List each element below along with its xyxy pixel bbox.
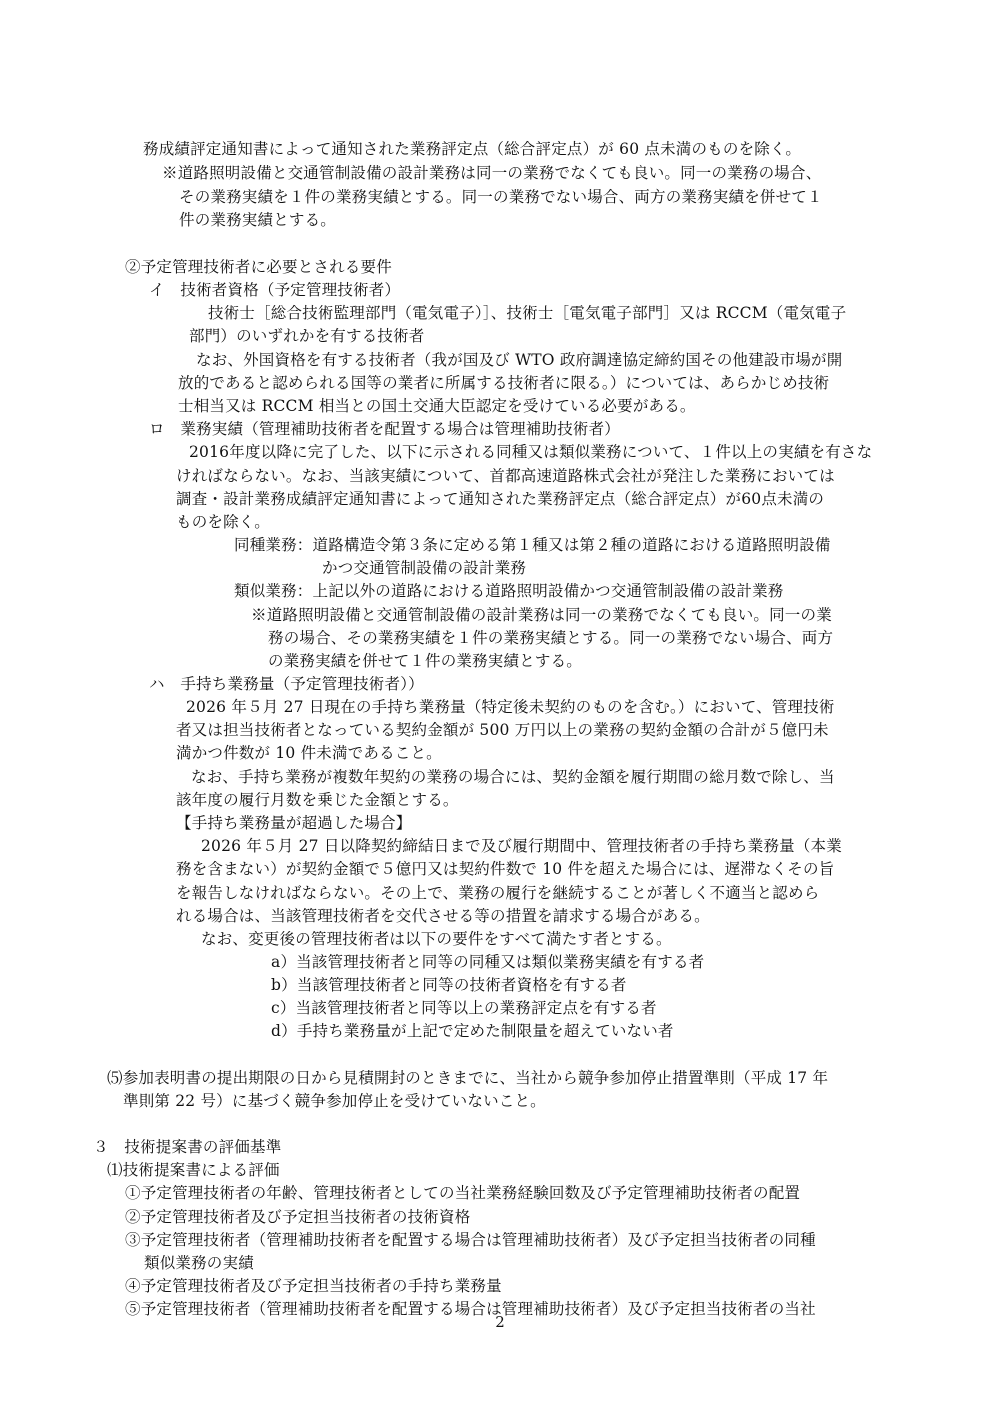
criteria-item: ②予定管理技術者及び予定担当技術者の技術資格 <box>125 1208 471 1226</box>
text-line: なお、変更後の管理技術者は以下の要件をすべて満たす者とする。 <box>201 930 672 948</box>
criteria-item: ①予定管理技術者の年齢、管理技術者としての当社業務経験回数及び予定管理補助技術者の配置 <box>125 1184 801 1202</box>
text-line: 件の業務実績とする。 <box>179 211 337 229</box>
text-line: れる場合は、当該管理技術者を交代させる等の措置を請求する場合がある。 <box>176 907 710 925</box>
note-line: ※道路照明設備と交通管制設備の設計業務は同一の業務でなくても良い。同一の業 <box>251 606 832 624</box>
text-line: 満かつ件数が 10 件未満であること。 <box>176 744 442 762</box>
text-line: 放的であると認められる国等の業者に所属する技術者に限る。）については、あらかじめ技術 <box>178 374 830 392</box>
subsection-heading: ②予定管理技術者に必要とされる要件 <box>125 258 392 276</box>
text-line: 2016年度以降に完了した、以下に示される同種又は類似業務について、１件以上の実績を有さな <box>189 443 873 461</box>
text-line: なお、手持ち業務が複数年契約の業務の場合には、契約金額を履行期間の総月数で除し、当 <box>191 768 835 786</box>
text-line: 2026 年５月 27 日現在の手持ち業務量（特定後未契約のものを含む。）において、管理技術 <box>186 698 835 716</box>
bracket-heading: 【手持ち業務量が超過した場合】 <box>176 814 412 832</box>
section-heading: ３ 技術提案書の評価基準 <box>93 1138 282 1156</box>
text-line: 2026 年５月 27 日以降契約締結日まで及び履行期間中、管理技術者の手持ち業務量（本業 <box>201 837 842 855</box>
definition-line: 同種業務：道路構造令第３条に定める第１種又は第２種の道路における道路照明設備 <box>234 536 831 554</box>
criteria-item: ⑤予定管理技術者（管理補助技術者を配置する場合は管理補助技術者）及び予定担当技術者の当社 <box>125 1300 816 1318</box>
text-line: 部門）のいずれかを有する技術者 <box>189 327 425 345</box>
clause-line: ⑸参加表明書の提出期限の日から見積開封のときまでに、当社から競争参加停止措置準則（平成 17 年 <box>107 1069 829 1087</box>
requirement-item: b）当該管理技術者と同等の技術者資格を有する者 <box>271 976 627 994</box>
criteria-item: ③予定管理技術者（管理補助技術者を配置する場合は管理補助技術者）及び予定担当技術者の同種 <box>125 1231 816 1249</box>
definition-line: 類似業務：上記以外の道路における道路照明設備かつ交通管制設備の設計業務 <box>234 582 784 600</box>
item-heading: ハ 手持ち業務量（予定管理技術者）） <box>149 675 424 693</box>
requirement-item: a）当該管理技術者と同等の同種又は類似業務実績を有する者 <box>271 953 705 971</box>
text-line: なお、外国資格を有する技術者（我が国及び WTO 政府調達協定締約国その他建設市場が開 <box>196 351 843 369</box>
text-line: の業務実績を併せて１件の業務実績とする。 <box>268 652 583 670</box>
text-line: 務を含まない）が契約金額で５億円又は契約件数で 10 件を超えた場合には、遅滞なくその旨 <box>176 860 835 878</box>
text-line: 準則第 22 号）に基づく競争参加停止を受けていないこと。 <box>123 1092 546 1110</box>
text-line: その業務実績を１件の業務実績とする。同一の業務でない場合、両方の業務実績を併せて１ <box>179 188 823 206</box>
text-line: 務成績評定通知書によって通知された業務評定点（総合評定点）が 60 点未満のものを除く。 <box>143 140 802 158</box>
text-line: ければならない。なお、当該実績について、首都高速道路株式会社が発注した業務においては <box>176 467 835 485</box>
requirement-item: d）手持ち業務量が上記で定めた制限量を超えていない者 <box>271 1022 674 1040</box>
text-line: ものを除く。 <box>176 513 270 531</box>
subsection-heading: ⑴技術提案書による評価 <box>107 1161 280 1179</box>
text-line: かつ交通管制設備の設計業務 <box>322 559 527 577</box>
item-heading: イ 技術者資格（予定管理技術者） <box>149 281 401 299</box>
page-number: 2 <box>495 1313 505 1331</box>
text-line: 務の場合、その業務実績を１件の業務実績とする。同一の業務でない場合、両方 <box>268 629 834 647</box>
text-line: 士相当又は RCCM 相当との国土交通大臣認定を受けている必要がある。 <box>178 397 696 415</box>
text-line: 者又は担当技術者となっている契約金額が 500 万円以上の業務の契約金額の合計が５億円未 <box>176 721 829 739</box>
text-line: 該年度の履行月数を乗じた金額とする。 <box>176 791 459 809</box>
requirement-item: c）当該管理技術者と同等以上の業務評定点を有する者 <box>271 999 657 1017</box>
text-line: を報告しなければならない。その上で、業務の履行を継続することが著しく不適当と認めら <box>176 884 820 902</box>
text-line: 技術士［総合技術監理部門（電気電子）］、技術士［電気電子部門］又は RCCM（電気電子 <box>208 304 847 322</box>
text-line: 調査・設計業務成績評定通知書によって通知された業務評定点（総合評定点）が60点未満の <box>176 490 825 508</box>
text-line: 類似業務の実績 <box>144 1254 254 1272</box>
note-line: ※道路照明設備と交通管制設備の設計業務は同一の業務でなくても良い。同一の業務の場合、 <box>162 164 822 182</box>
item-heading: ロ 業務実績（管理補助技術者を配置する場合は管理補助技術者） <box>149 420 621 438</box>
criteria-item: ④予定管理技術者及び予定担当技術者の手持ち業務量 <box>125 1277 502 1295</box>
